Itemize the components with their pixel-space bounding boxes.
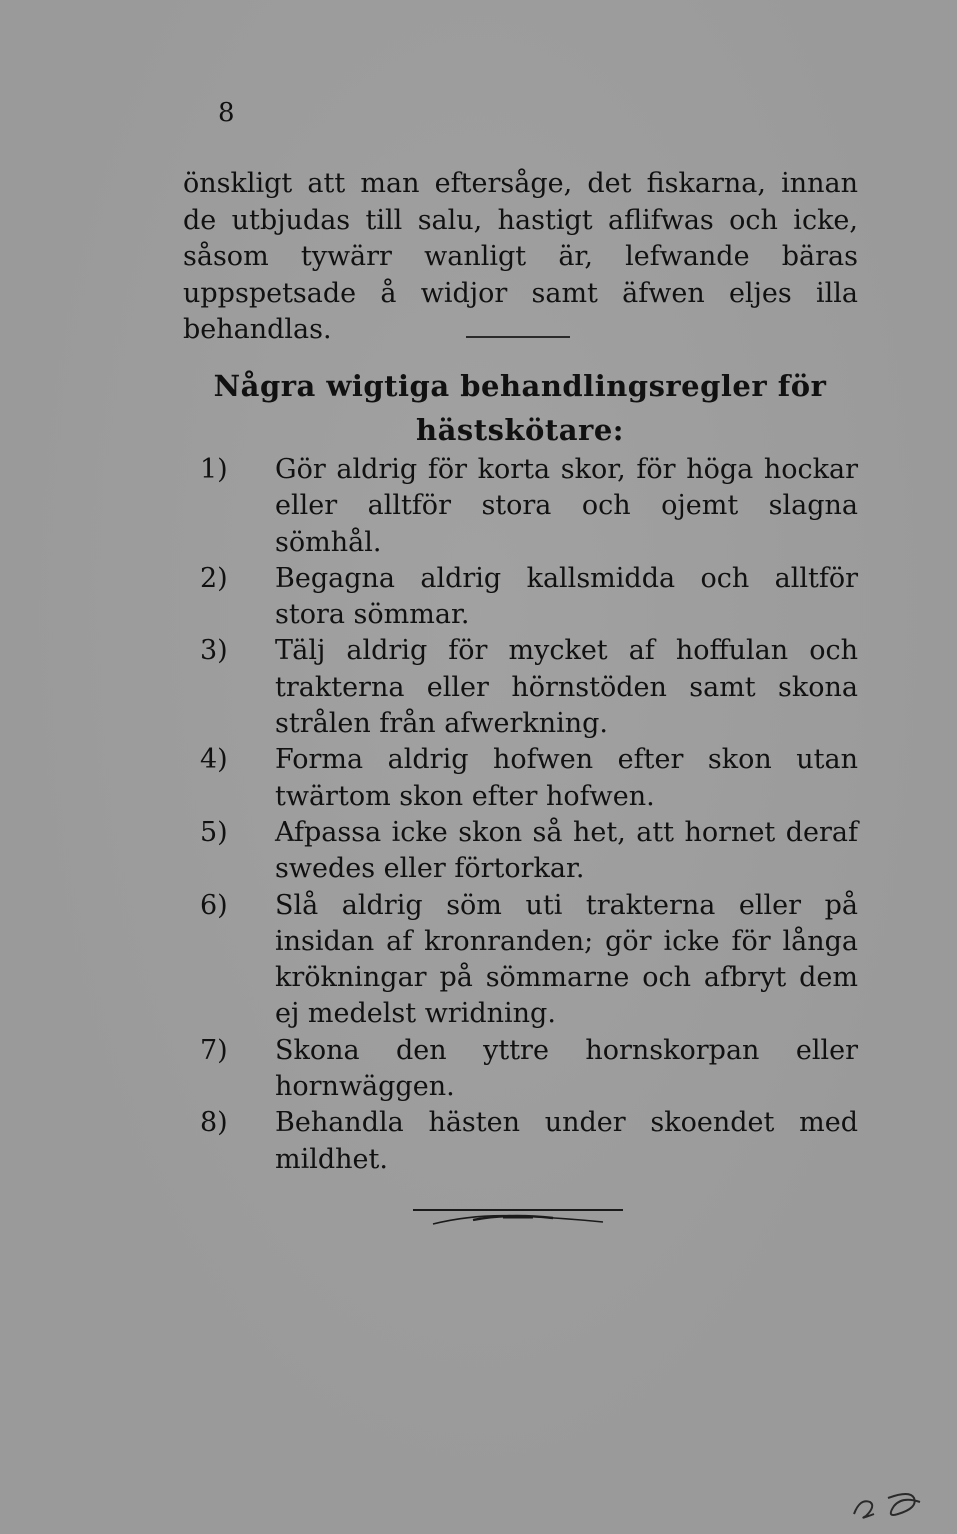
rule-number: 4): [200, 744, 228, 776]
rule-item: [200, 815, 858, 888]
rule-text: Afpassa icke skon så het, att hornet deraf swedes eller förtorkar.: [275, 816, 858, 885]
rule-number: 1): [200, 454, 228, 485]
rule-text: Gör aldrig för korta skor, för höga hockar eller alltför stora och ojemt slagna sömhål.: [275, 454, 858, 558]
rule-text: Tälj aldrig för mycket af hoffulan och trakterna eller hörnstöden samt skona strålen från afwerkning.: [275, 635, 858, 740]
rule-number: 3): [200, 635, 228, 667]
rule-item: [200, 633, 858, 742]
rule-number: 5): [200, 816, 228, 848]
handwritten-mark: [848, 1488, 928, 1522]
rule-text: Slå aldrig söm uti trakterna eller på insidan af kronranden; gör icke för långa krökningar på sömmarne och afbryt dem ej medelst wridning.: [275, 889, 858, 1030]
rule-item: [200, 742, 858, 815]
rule-item: [200, 1105, 858, 1178]
heading-line-2: hästskötare:: [416, 413, 624, 447]
intro-paragraph: önskligt att man eftersåge, det fiskarna, innan de utbjudas till salu, hastigt aflifwas och icke, såsom tywärr wanligt är, lefwande bäras uppspetsade å widjor samt äfwen eljes illa behandlas.: [183, 168, 858, 345]
end-ornament: [413, 1200, 623, 1228]
rules-list: [200, 452, 858, 1178]
heading-line-1: Några wigtiga behandlingsregler för: [213, 369, 827, 403]
rule-number: 6): [200, 889, 228, 921]
rule-item: [200, 888, 858, 1033]
rule-number: 8): [200, 1107, 228, 1139]
rule-text: Skona den yttre hornskorpan eller hornwäggen.: [275, 1034, 858, 1103]
rule-text: Begagna aldrig kallsmidda och alltför stora sömmar.: [275, 562, 858, 631]
section-heading: [200, 364, 840, 452]
rule-number: 2): [200, 562, 228, 594]
rule-text: Behandla hästen under skoendet med mildhet.: [275, 1107, 858, 1175]
rule-item: [200, 561, 858, 634]
rule-item: [200, 452, 858, 561]
section-divider: [466, 336, 570, 338]
rule-item: [200, 1033, 858, 1106]
rule-number: 7): [200, 1034, 228, 1066]
page-number: 8: [218, 98, 235, 128]
rule-text: Forma aldrig hofwen efter skon utan twärtom skon efter hofwen.: [275, 744, 858, 812]
